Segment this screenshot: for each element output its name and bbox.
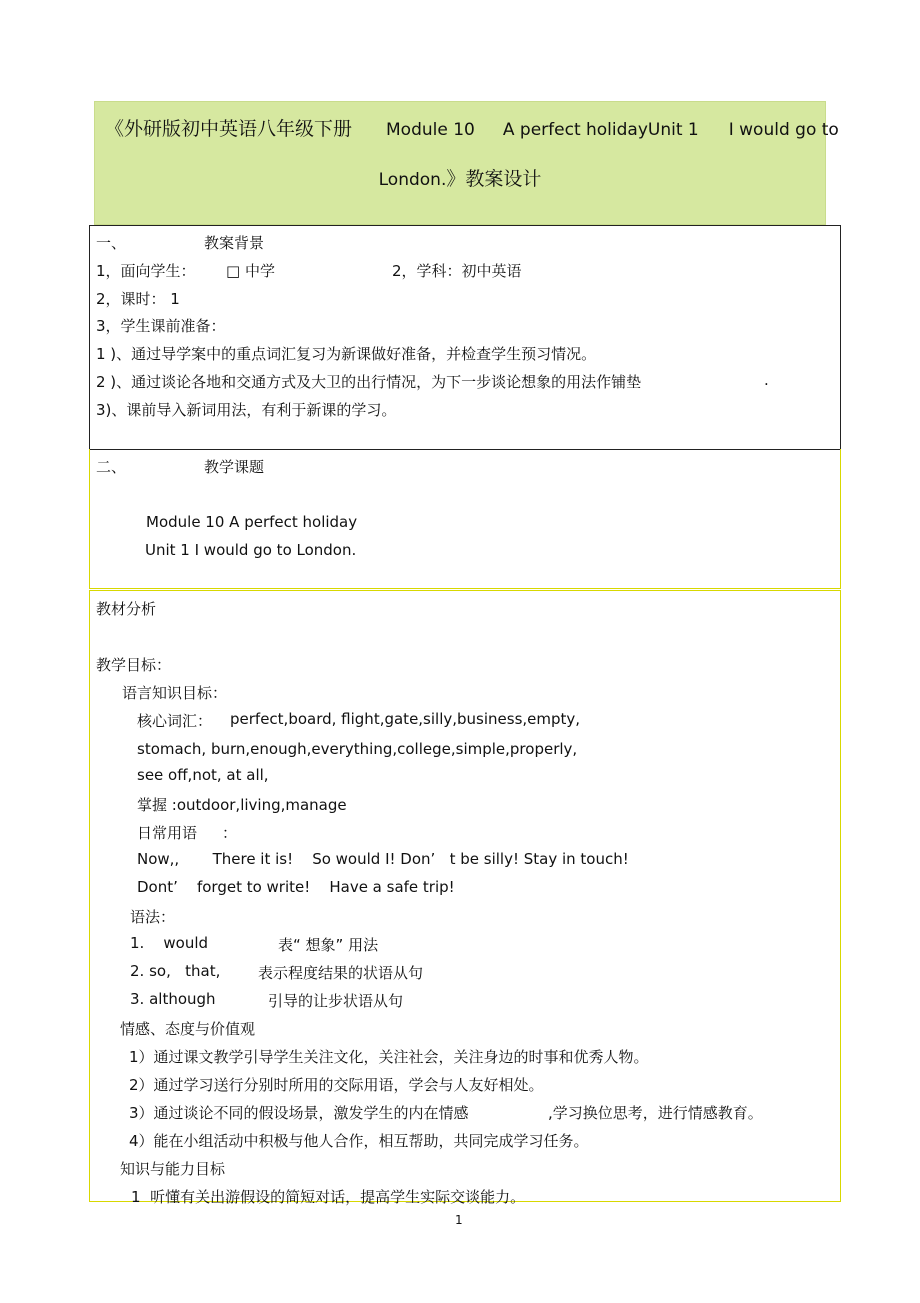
title-line-1 [105,114,839,141]
title-banner [94,101,839,225]
grammar-1-b: 表“ 想象” 用法 [278,936,379,954]
daily-colon: ： [222,824,238,842]
section-topic [89,449,841,589]
title-module: Module 10 [386,120,475,140]
ability-heading: 知识与能力目标 [120,1160,226,1178]
title-line-2 [95,164,825,191]
emotion-1: 1）通过课文教学引导学生关注文化，关注社会，关注身边的时事和优秀人物。 [129,1048,649,1066]
section1-heading: 教案背景 [204,234,265,252]
analysis-heading: 教材分析 [96,600,157,618]
prep-label: 3，学生课前准备： [96,317,226,335]
topic-module: Module 10 A perfect holiday [146,513,358,531]
page-number: 1 [455,1213,463,1227]
grammar-heading: 语法： [130,908,176,926]
title-en-2: London. [378,170,447,190]
hours-label: 2，课时： 1 [96,290,180,308]
title-en: I would go to [728,120,839,140]
grammar-2-a: 2. so, that, [130,962,221,980]
emotion-3a: 3）通过谈论不同的假设场景，激发学生的内在情感 [129,1104,469,1122]
prep-item-2-tail: . [764,371,769,389]
section2-num: 二、 [96,458,127,476]
title-cn-2: 》教案设计 [446,168,542,190]
section2-heading: 教学课题 [204,458,265,476]
emotion-heading: 情感、态度与价值观 [120,1020,256,1038]
daily-expr-1: Now,, There it is! So would I! Don’ t be silly! Stay in touch! [137,850,629,868]
lang-goals-heading: 语言知识目标： [122,684,228,702]
students-label: 1，面向学生： [96,262,196,280]
prep-item-2: 2 )、通过谈论各地和交通方式及大卫的出行情况，为下一步谈论想象的用法作铺垫 [96,373,642,391]
title-cn: 《外研版初中英语八年级下册 [105,118,353,140]
ability-1: 1 听懂有关出游假设的简短对话，提高学生实际交谈能力。 [131,1188,526,1206]
section-background [89,225,841,450]
grammar-3-a: 3. although [130,990,216,1008]
students-value: □ 中学 [226,262,275,280]
grammar-3-b: 引导的让步状语从句 [268,992,404,1010]
master-words: 掌握 :outdoor,living,manage [137,796,347,814]
section-analysis [89,590,841,1206]
core-words-2: stomach, burn,enough,everything,college,simple,properly, [137,740,578,758]
core-label: 核心词汇： [137,712,213,730]
daily-label: 日常用语 [137,824,198,842]
section1-num: 一、 [96,234,127,252]
topic-unit: Unit 1 I would go to London. [145,541,357,559]
grammar-1-a: 1. would [130,934,209,952]
core-words-1: perfect,board, flight,gate,silly,business,empty, [230,710,581,728]
subject-label: 2，学科：初中英语 [392,262,522,280]
emotion-3b: ,学习换位思考，进行情感教育。 [548,1104,763,1122]
emotion-4: 4）能在小组活动中积极与他人合作，相互帮助，共同完成学习任务。 [129,1132,589,1150]
title-unit: A perfect holidayUnit 1 [502,120,699,140]
daily-expr-2: Dont’ forget to write! Have a safe trip! [137,878,455,896]
goals-heading: 教学目标： [96,656,172,674]
emotion-2: 2）通过学习送行分别时所用的交际用语，学会与人友好相处。 [129,1076,544,1094]
prep-item-1: 1 )、通过导学案中的重点词汇复习为新课做好准备，并检查学生预习情况。 [96,345,597,363]
core-words-3: see off,not, at all, [137,766,269,784]
grammar-2-b: 表示程度结果的状语从句 [258,964,424,982]
prep-item-3: 3)、课前导入新词用法，有利于新课的学习。 [96,401,397,419]
